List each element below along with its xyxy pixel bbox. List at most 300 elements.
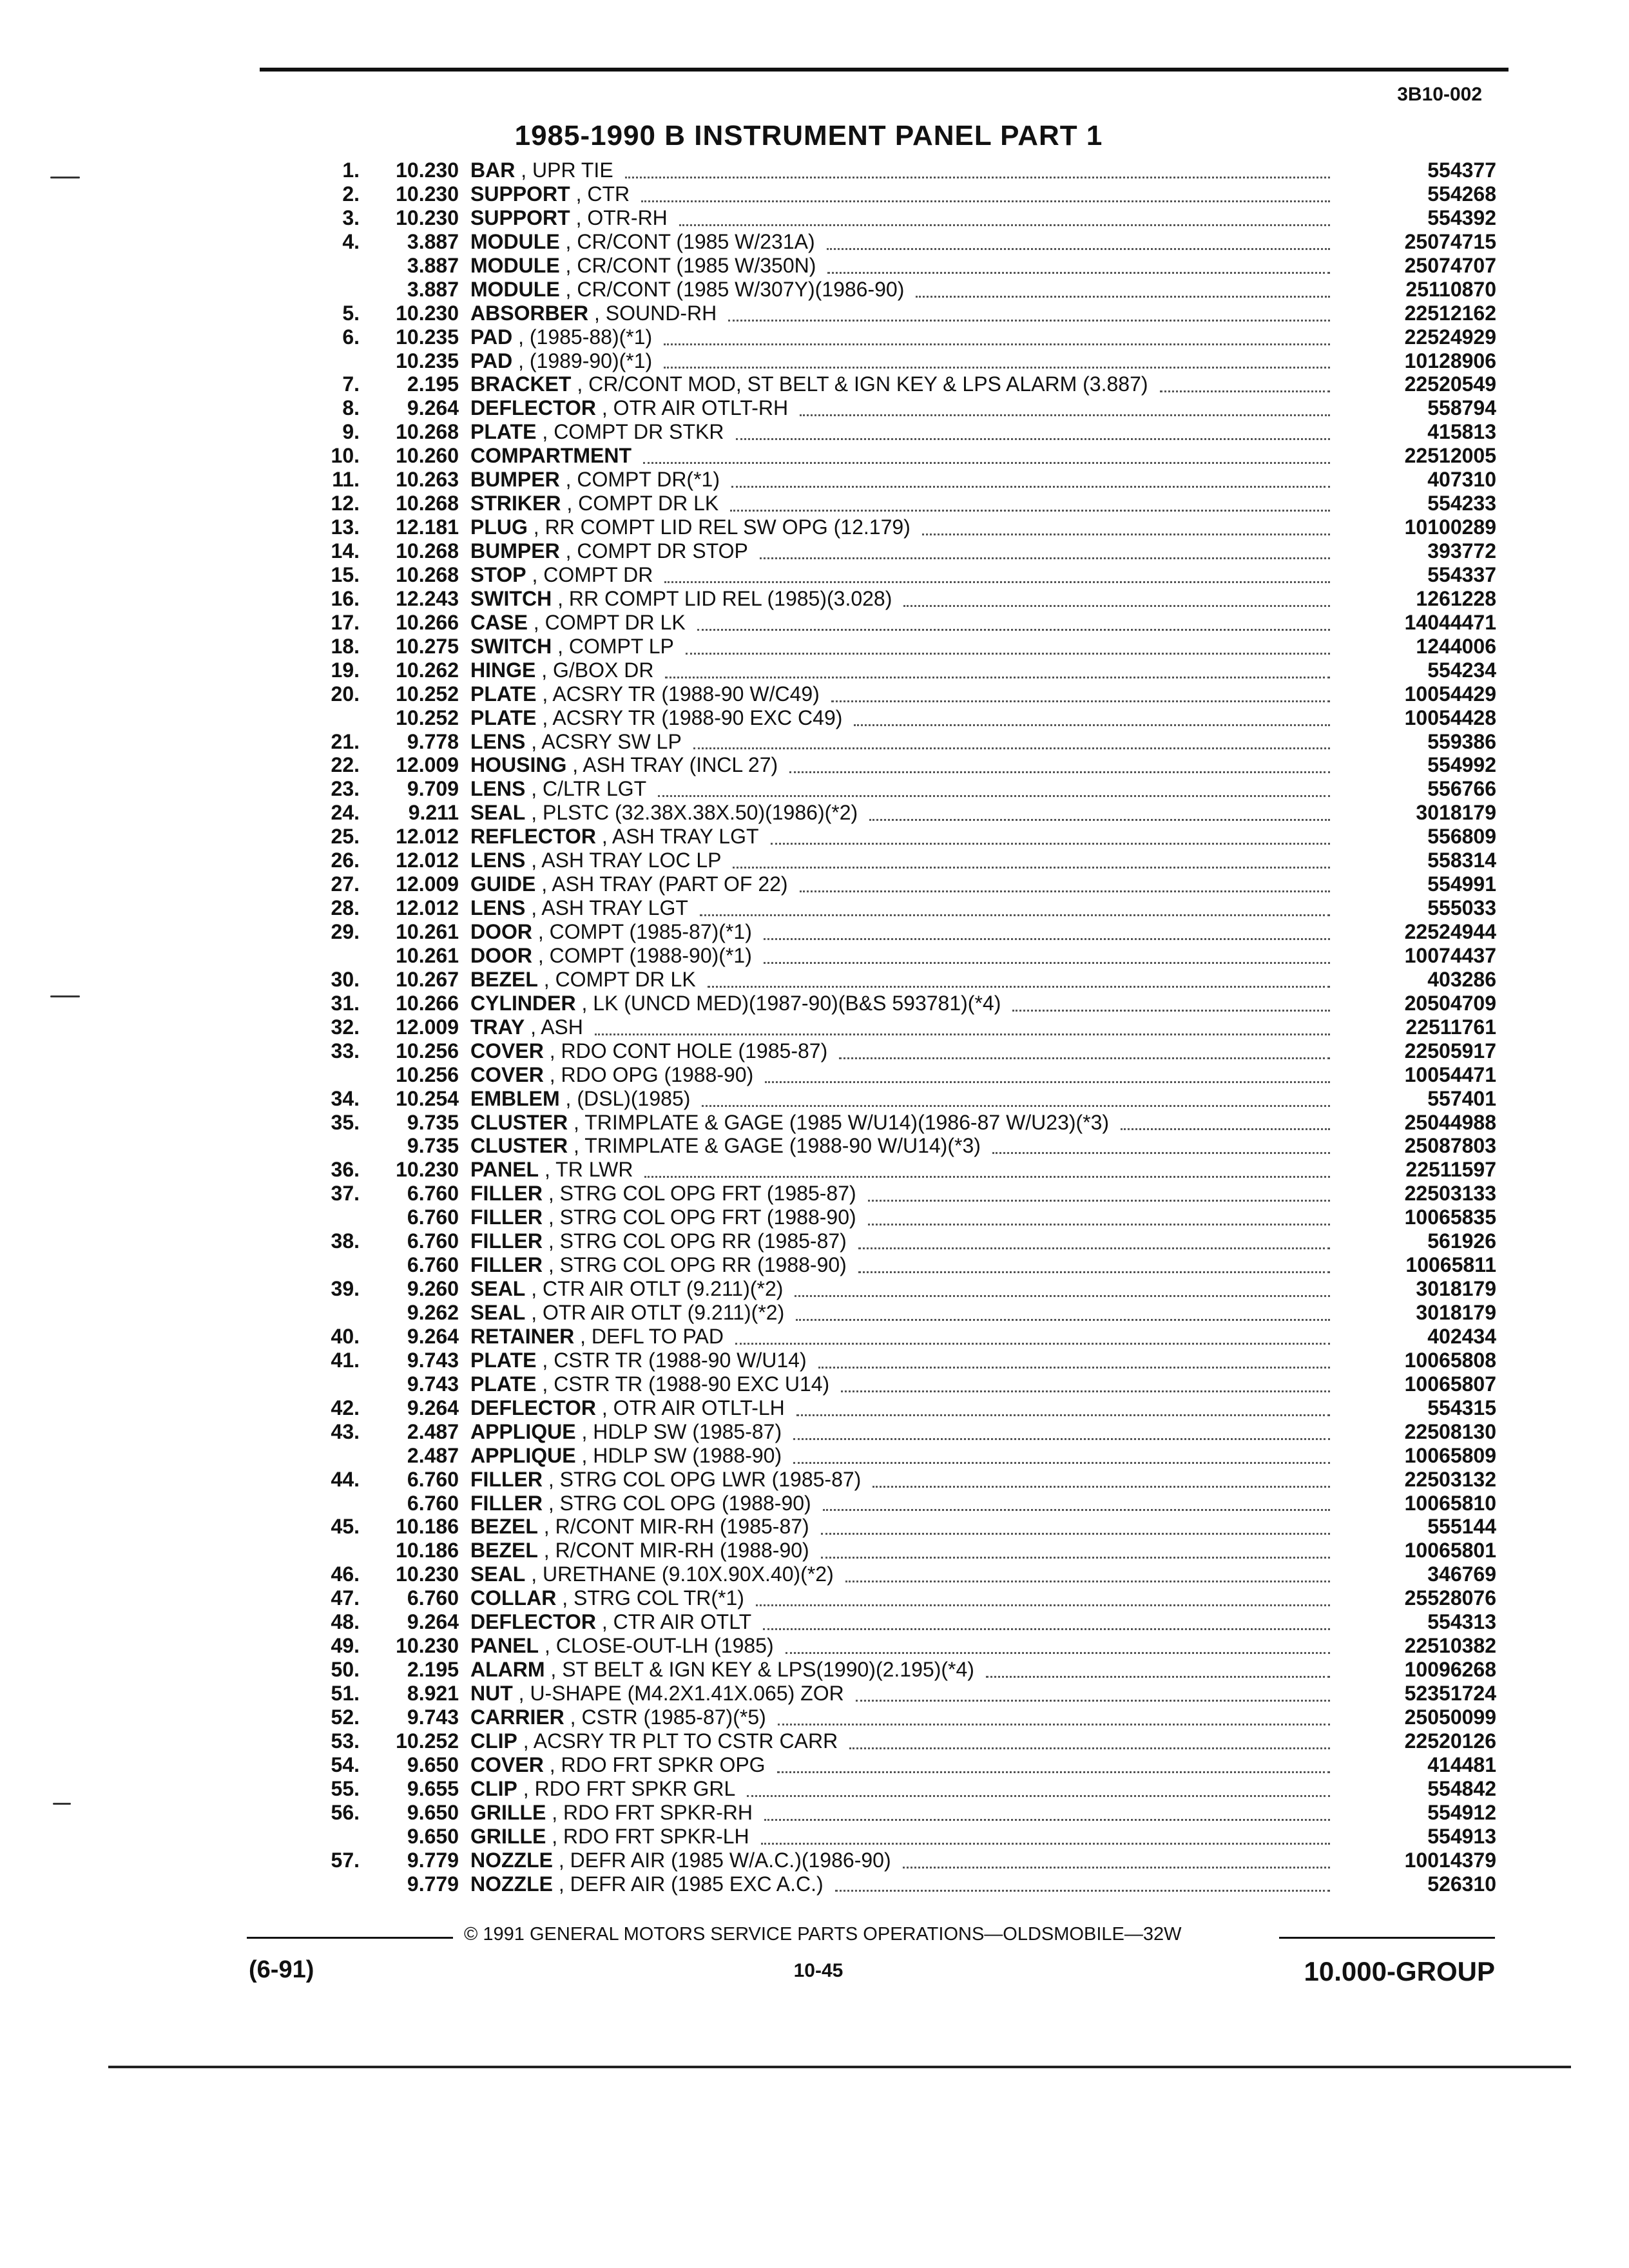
- part-qualifier: ASH: [541, 1015, 583, 1039]
- dot-leader: [700, 890, 1330, 916]
- part-row: [0, 1872, 1629, 1896]
- part-qualifier: TR LWR: [555, 1158, 633, 1182]
- part-number: 554313: [1427, 1610, 1496, 1634]
- group-number: 10.252: [396, 682, 459, 706]
- part-number: 22511761: [1405, 1015, 1496, 1039]
- item-number: 54.: [331, 1753, 360, 1776]
- part-description: RETAINER , DEFL TO PAD: [470, 1324, 724, 1348]
- copyright-notice: © 1991 GENERAL MOTORS SERVICE PARTS OPERATIONS—OLDSMOBILE—32W: [464, 1924, 1182, 1945]
- part-number: 554912: [1427, 1800, 1496, 1824]
- part-description: BRACKET , CR/CONT MOD, ST BELT & IGN KEY & LPS ALARM (3.887): [470, 372, 1148, 396]
- part-name: NOZZLE: [470, 1872, 553, 1896]
- dot-leader: [916, 272, 1330, 298]
- part-description: HINGE , G/BOX DR: [470, 658, 654, 682]
- part-number: 20504709: [1404, 991, 1496, 1015]
- part-number: 346769: [1427, 1562, 1496, 1586]
- group-number: 10.256: [396, 1062, 459, 1086]
- item-number: 6.: [342, 325, 360, 349]
- group-number: 10.186: [396, 1539, 459, 1562]
- dot-leader: [665, 653, 1330, 678]
- part-row: [0, 1492, 1629, 1515]
- part-name: CLIP: [470, 1729, 517, 1753]
- group-number: 10.260: [396, 444, 459, 468]
- part-qualifier: COMPT DR STKR: [554, 420, 724, 444]
- group-number: 9.778: [407, 729, 459, 753]
- part-name: DEFLECTOR: [470, 1610, 596, 1634]
- part-number: 1261228: [1416, 586, 1496, 610]
- part-qualifier: COMPT DR(*1): [577, 468, 720, 492]
- group-number: 10.268: [396, 562, 459, 586]
- dot-leader: [736, 414, 1331, 440]
- part-qualifier: DEFL TO PAD: [591, 1324, 724, 1348]
- group-number: 12.012: [396, 849, 459, 872]
- part-number: 415813: [1427, 420, 1496, 444]
- group-number: 10.252: [396, 1729, 459, 1753]
- dot-leader: [1121, 1105, 1330, 1131]
- part-description: BUMPER , COMPT DR(*1): [470, 468, 720, 492]
- part-number: 10014379: [1404, 1848, 1496, 1872]
- part-qualifier: RR COMPT LID REL SW OPG (12.179): [545, 515, 911, 539]
- item-number: 56.: [331, 1800, 360, 1824]
- dot-leader: [789, 747, 1330, 773]
- dot-leader: [821, 1533, 1330, 1559]
- part-number: 10065835: [1404, 1206, 1496, 1229]
- part-description: [470, 444, 631, 468]
- part-qualifier: CTR AIR OTLT (9.211)(*2): [543, 1277, 784, 1301]
- part-qualifier: UPR TIE: [532, 159, 613, 182]
- part-name: BEZEL: [470, 1515, 538, 1539]
- part-qualifier: COMPT DR STOP: [577, 539, 748, 562]
- dot-leader: [731, 462, 1330, 488]
- item-number: 44.: [331, 1467, 360, 1491]
- part-row: [0, 682, 1629, 706]
- dot-leader: [800, 390, 1330, 416]
- part-qualifier: OTR-RH: [587, 206, 668, 229]
- part-number: 22508130: [1404, 1419, 1496, 1443]
- part-number: 25050099: [1404, 1705, 1496, 1729]
- part-name: HOUSING: [470, 753, 567, 777]
- part-row: [0, 1087, 1629, 1111]
- margin-mark: [53, 1803, 71, 1805]
- part-name: LENS: [470, 777, 526, 801]
- item-number: 24.: [331, 801, 360, 825]
- item-number: 34.: [331, 1086, 360, 1110]
- item-number: 12.: [331, 492, 360, 515]
- part-qualifier: OTR AIR OTLT (9.211)(*2): [543, 1301, 785, 1324]
- part-description: BEZEL , COMPT DR LK: [470, 967, 696, 991]
- item-number: 19.: [331, 658, 360, 682]
- part-description: ABSORBER , SOUND-RH: [470, 301, 717, 325]
- part-description: HOUSING , ASH TRAY (INCL 27): [470, 753, 778, 777]
- part-name: NUT: [470, 1682, 513, 1705]
- part-description: COLLAR , STRG COL TR(*1): [470, 1586, 744, 1610]
- group-number: 9.650: [407, 1800, 459, 1824]
- group-number: 9.735: [407, 1110, 459, 1134]
- dot-leader: [702, 1081, 1330, 1107]
- part-name: PLATE: [470, 1372, 537, 1396]
- part-number: 3018179: [1416, 1277, 1496, 1301]
- part-qualifier: COMPT (1985-87)(*1): [549, 920, 752, 943]
- dot-leader: [641, 177, 1330, 202]
- part-qualifier: ACSRY TR (1988-90 EXC C49): [552, 706, 843, 729]
- group-number: 10.268: [396, 492, 459, 515]
- part-description: NOZZLE , DEFR AIR (1985 EXC A.C.): [470, 1872, 824, 1896]
- part-qualifier: U-SHAPE (M4.2X1.41X.065) ZOR: [530, 1682, 844, 1705]
- part-qualifier: CR/CONT (1985 W/350N): [577, 253, 816, 277]
- part-number: 10054471: [1404, 1062, 1496, 1086]
- group-label: 10.000-GROUP: [1304, 1956, 1495, 1986]
- item-number: 13.: [331, 515, 360, 539]
- part-qualifier: COMPT DR LK: [555, 967, 696, 991]
- group-number: 6.760: [407, 1491, 459, 1515]
- part-qualifier: STRG COL TR(*1): [573, 1586, 744, 1610]
- part-description: MODULE , CR/CONT (1985 W/231A): [470, 229, 815, 253]
- part-row: [0, 777, 1629, 801]
- dot-leader: [849, 1724, 1330, 1749]
- part-qualifier: RDO FRT SPKR-RH: [563, 1800, 753, 1824]
- part-description: DEFLECTOR , OTR AIR OTLT-LH: [470, 1396, 785, 1419]
- part-number: 407310: [1427, 468, 1496, 492]
- part-description: BUMPER , COMPT DR STOP: [470, 539, 748, 562]
- group-number: 9.655: [407, 1776, 459, 1800]
- item-number: 28.: [331, 896, 360, 920]
- dot-leader: [839, 1033, 1330, 1059]
- group-number: 10.268: [396, 420, 459, 444]
- group-number: 10.261: [396, 943, 459, 967]
- part-description: GUIDE , ASH TRAY (PART OF 22): [470, 872, 788, 896]
- part-description: APPLIQUE , HDLP SW (1988-90): [470, 1443, 782, 1467]
- dot-leader: [686, 629, 1330, 655]
- group-number: 9.264: [407, 1610, 459, 1634]
- part-number: 554991: [1427, 872, 1496, 896]
- dot-leader: [793, 1414, 1330, 1440]
- part-name: PAD: [470, 349, 513, 372]
- part-description: SWITCH , RR COMPT LID REL (1985)(3.028): [470, 586, 892, 610]
- item-number: 15.: [331, 562, 360, 586]
- dot-leader: [777, 1747, 1330, 1773]
- part-description: NOZZLE , DEFR AIR (1985 W/A.C.)(1986-90): [470, 1848, 891, 1872]
- group-number: 9.650: [407, 1824, 459, 1848]
- part-name: COVER: [470, 1753, 544, 1776]
- dot-leader: [778, 1700, 1330, 1725]
- part-name: MODULE: [470, 277, 560, 301]
- part-name: CASE: [470, 610, 528, 634]
- part-name: CARRIER: [470, 1705, 564, 1729]
- part-name: ALARM: [470, 1658, 545, 1682]
- part-qualifier: LK (UNCD MED)(1987-90)(B&S 593781)(*4): [593, 991, 1001, 1015]
- part-qualifier: HDLP SW (1988-90): [593, 1443, 782, 1467]
- group-number: 2.195: [407, 1658, 459, 1682]
- dot-leader: [823, 1486, 1330, 1512]
- item-number: 35.: [331, 1110, 360, 1134]
- part-description: EMBLEM , (DSL)(1985): [470, 1086, 691, 1110]
- part-number: 555144: [1427, 1515, 1496, 1539]
- dot-leader: [821, 1509, 1330, 1535]
- part-number: 554268: [1427, 182, 1496, 206]
- dot-leader: [643, 438, 1330, 464]
- part-number: 10100289: [1404, 515, 1496, 539]
- part-number: 393772: [1427, 539, 1496, 562]
- part-description: TRAY , ASH: [470, 1015, 583, 1039]
- item-number: 45.: [331, 1515, 360, 1539]
- part-name: PLATE: [470, 420, 537, 444]
- group-number: 6.760: [407, 1586, 459, 1610]
- dot-leader: [708, 962, 1330, 988]
- part-description: STRIKER , COMPT DR LK: [470, 492, 719, 515]
- group-number: 10.186: [396, 1515, 459, 1539]
- part-row: [0, 1158, 1629, 1182]
- dot-leader: [1012, 986, 1330, 1012]
- dot-leader: [760, 533, 1330, 559]
- page-number: 10-45: [793, 1960, 843, 1981]
- part-description: PLATE , CSTR TR (1988-90 W/U14): [470, 1348, 807, 1372]
- dot-leader: [764, 1795, 1330, 1821]
- part-number: 554233: [1427, 492, 1496, 515]
- part-qualifier: COMPT LP: [568, 634, 674, 658]
- part-number: 554842: [1427, 1776, 1496, 1800]
- part-number: 22503133: [1404, 1182, 1496, 1206]
- part-name: SEAL: [470, 1277, 526, 1301]
- group-number: 9.743: [407, 1372, 459, 1396]
- part-number: 561926: [1427, 1229, 1496, 1253]
- part-qualifier: RDO CONT HOLE (1985-87): [561, 1039, 828, 1062]
- part-qualifier: TRIMPLATE & GAGE (1985 W/U14)(1986-87 W/U23)(*3): [584, 1110, 1110, 1134]
- part-name: PLUG: [470, 515, 528, 539]
- dot-leader: [664, 343, 1330, 369]
- part-number: 554337: [1427, 562, 1496, 586]
- part-number: 52351724: [1404, 1682, 1496, 1705]
- part-number: 22511597: [1405, 1158, 1496, 1182]
- part-description: REFLECTOR , ASH TRAY LGT: [470, 825, 759, 849]
- part-number: 557401: [1427, 1086, 1496, 1110]
- part-name: DEFLECTOR: [470, 396, 596, 420]
- item-number: 51.: [331, 1682, 360, 1705]
- part-qualifier: CTR AIR OTLT: [613, 1610, 752, 1634]
- part-qualifier: ST BELT & IGN KEY & LPS(1990)(2.195)(*4): [562, 1658, 974, 1682]
- part-description: SEAL , PLSTC (32.38X.38X.50)(1986)(*2): [470, 801, 858, 825]
- part-row: [0, 1515, 1629, 1539]
- item-number: 7.: [342, 372, 360, 396]
- item-number: 27.: [331, 872, 360, 896]
- part-number: 10074437: [1404, 943, 1496, 967]
- part-description: COVER , RDO CONT HOLE (1985-87): [470, 1039, 828, 1062]
- part-description: SUPPORT , OTR-RH: [470, 206, 668, 229]
- part-description: STOP , COMPT DR: [470, 562, 653, 586]
- dot-leader: [992, 1128, 1330, 1154]
- part-number: 22503132: [1404, 1467, 1496, 1491]
- item-number: 53.: [331, 1729, 360, 1753]
- group-number: 3.887: [407, 229, 459, 253]
- group-number: 10.235: [396, 325, 459, 349]
- part-row: [0, 1658, 1629, 1682]
- part-name: LENS: [470, 849, 526, 872]
- part-row: [0, 1634, 1629, 1658]
- group-number: 10.256: [396, 1039, 459, 1062]
- dot-leader: [771, 819, 1331, 845]
- dot-leader: [868, 1176, 1330, 1202]
- dot-leader: [868, 1200, 1330, 1225]
- part-name: CLUSTER: [470, 1134, 568, 1158]
- part-name: COVER: [470, 1039, 544, 1062]
- part-description: DOOR , COMPT (1985-87)(*1): [470, 920, 752, 943]
- part-number: 10096268: [1404, 1658, 1496, 1682]
- group-number: 2.195: [407, 372, 459, 396]
- part-description: APPLIQUE , HDLP SW (1985-87): [470, 1419, 782, 1443]
- item-number: 33.: [331, 1039, 360, 1062]
- part-number: 555033: [1427, 896, 1496, 920]
- part-name: MODULE: [470, 253, 560, 277]
- part-description: CASE , COMPT DR LK: [470, 610, 686, 634]
- group-number: 10.235: [396, 349, 459, 372]
- part-name: STRIKER: [470, 492, 561, 515]
- group-number: 2.487: [407, 1419, 459, 1443]
- dot-leader: [1160, 367, 1330, 392]
- item-number: 14.: [331, 539, 360, 562]
- part-number: 25528076: [1404, 1586, 1496, 1610]
- part-number: 10054429: [1404, 682, 1496, 706]
- part-number: 556766: [1427, 777, 1496, 801]
- group-number: 12.009: [396, 872, 459, 896]
- part-description: PAD , (1989-90)(*1): [470, 349, 653, 372]
- dot-leader: [747, 1771, 1330, 1797]
- part-number: 22512005: [1404, 444, 1496, 468]
- part-description: COVER , RDO OPG (1988-90): [470, 1062, 754, 1086]
- item-number: 40.: [331, 1324, 360, 1348]
- part-number: 10065808: [1404, 1348, 1496, 1372]
- dot-leader: [733, 843, 1330, 869]
- part-name: PANEL: [470, 1158, 539, 1182]
- group-number: 9.735: [407, 1134, 459, 1158]
- part-qualifier: R/CONT MIR-RH (1985-87): [555, 1515, 809, 1539]
- dot-leader: [854, 700, 1330, 726]
- part-name: TRAY: [470, 1015, 525, 1039]
- dot-leader: [664, 320, 1330, 345]
- item-number: 50.: [331, 1658, 360, 1682]
- part-qualifier: CR/CONT (1985 W/307Y)(1986-90): [577, 277, 905, 301]
- part-qualifier: CSTR TR (1988-90 W/U14): [554, 1348, 807, 1372]
- part-number: 554913: [1427, 1824, 1496, 1848]
- part-description: GRILLE , RDO FRT SPKR-RH: [470, 1800, 753, 1824]
- part-qualifier: ASH TRAY LOC LP: [541, 849, 722, 872]
- group-number: 9.211: [408, 801, 459, 825]
- part-description: FILLER , STRG COL OPG FRT (1988-90): [470, 1206, 856, 1229]
- part-qualifier: DEFR AIR (1985 EXC A.C.): [570, 1872, 824, 1896]
- part-name: BRACKET: [470, 372, 572, 396]
- item-number: 5.: [342, 301, 360, 325]
- part-name: SEAL: [470, 1562, 526, 1586]
- part-description: FILLER , STRG COL OPG RR (1988-90): [470, 1253, 847, 1277]
- group-number: 10.268: [396, 539, 459, 562]
- part-number: 414481: [1427, 1753, 1496, 1776]
- item-number: 17.: [331, 610, 360, 634]
- part-name: COVER: [470, 1062, 544, 1086]
- part-name: APPLIQUE: [470, 1419, 576, 1443]
- part-qualifier: (1989-90)(*1): [529, 349, 653, 372]
- part-description: PLUG , RR COMPT LID REL SW OPG (12.179): [470, 515, 911, 539]
- part-row: [0, 1444, 1629, 1468]
- part-number: 25074715: [1404, 229, 1496, 253]
- dot-leader: [872, 1462, 1330, 1488]
- dot-leader: [658, 771, 1330, 797]
- part-description: PANEL , TR LWR: [470, 1158, 633, 1182]
- group-number: 12.009: [396, 1015, 459, 1039]
- part-qualifier: ASH TRAY LGT: [612, 825, 759, 849]
- part-qualifier: ASH TRAY LGT: [541, 896, 688, 920]
- dot-leader: [693, 724, 1330, 750]
- group-number: 12.012: [396, 825, 459, 849]
- dot-leader: [728, 296, 1330, 322]
- dot-leader: [764, 914, 1330, 940]
- dot-leader: [796, 1390, 1330, 1416]
- dot-leader: [835, 1867, 1330, 1892]
- dot-leader: [986, 1652, 1330, 1678]
- part-description: SUPPORT , CTR: [470, 182, 630, 206]
- group-number: 12.181: [396, 515, 459, 539]
- item-number: 25.: [331, 825, 360, 849]
- part-qualifier: PLSTC (32.38X.38X.50)(1986)(*2): [543, 801, 858, 825]
- dot-leader: [845, 1557, 1330, 1582]
- item-number: 55.: [331, 1776, 360, 1800]
- dot-leader: [664, 557, 1330, 583]
- part-name: COMPARTMENT: [470, 444, 632, 468]
- part-name: DOOR: [470, 920, 532, 943]
- dot-leader: [763, 1604, 1330, 1630]
- part-qualifier: RDO FRT SPKR-LH: [563, 1824, 749, 1848]
- group-number: 10.230: [396, 1562, 459, 1586]
- part-name: GRILLE: [470, 1800, 546, 1824]
- part-qualifier: RDO FRT SPKR GRL: [534, 1776, 736, 1800]
- part-name: FILLER: [470, 1206, 543, 1229]
- part-qualifier: TRIMPLATE & GAGE (1988-90 W/U14)(*3): [584, 1134, 981, 1158]
- part-row: [0, 1182, 1629, 1206]
- part-description: LENS , ASH TRAY LOC LP: [470, 849, 722, 872]
- dot-leader: [625, 153, 1330, 178]
- part-description: SWITCH , COMPT LP: [470, 634, 674, 658]
- part-number: 10065810: [1404, 1491, 1496, 1515]
- part-name: PLATE: [470, 1348, 537, 1372]
- item-number: 31.: [331, 991, 360, 1015]
- item-number: 43.: [331, 1419, 360, 1443]
- group-number: 9.743: [407, 1705, 459, 1729]
- group-number: 3.887: [407, 253, 459, 277]
- part-name: SWITCH: [470, 586, 552, 610]
- margin-mark: [50, 995, 80, 997]
- dot-leader: [765, 1057, 1330, 1083]
- dot-leader: [595, 1010, 1330, 1035]
- part-number: 10065801: [1404, 1539, 1496, 1562]
- part-number: 554377: [1427, 159, 1496, 182]
- dot-leader: [793, 1438, 1330, 1464]
- part-name: GUIDE: [470, 872, 536, 896]
- part-row: [0, 563, 1629, 587]
- group-number: 10.230: [396, 182, 459, 206]
- part-name: DEFLECTOR: [470, 1396, 596, 1419]
- item-number: 49.: [331, 1634, 360, 1658]
- part-name: HINGE: [470, 658, 536, 682]
- group-number: 9.779: [407, 1848, 459, 1872]
- part-number: 10065809: [1404, 1443, 1496, 1467]
- part-qualifier: OTR AIR OTLT-LH: [613, 1396, 785, 1419]
- part-number: 3018179: [1416, 1301, 1496, 1324]
- part-name: GRILLE: [470, 1824, 546, 1848]
- part-name: BAR: [470, 159, 516, 182]
- part-description: LENS , C/LTR LGT: [470, 777, 647, 801]
- part-name: FILLER: [470, 1491, 543, 1515]
- group-number: 10.266: [396, 610, 459, 634]
- part-name: ABSORBER: [470, 301, 589, 325]
- part-row: [0, 1229, 1629, 1253]
- part-row: [0, 1539, 1629, 1562]
